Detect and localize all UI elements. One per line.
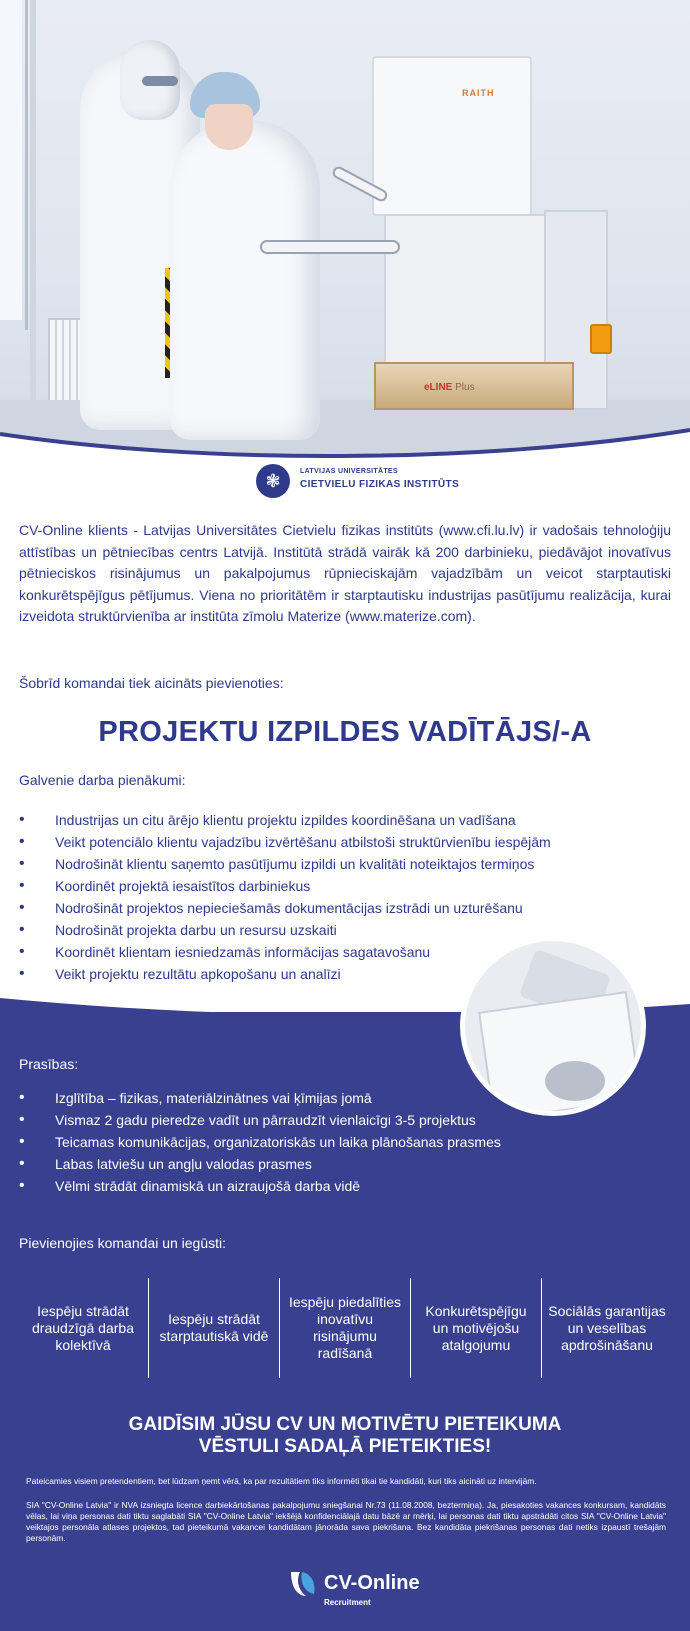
researcher-2 [170,120,320,440]
logo-institute-name: CIETVIELU FIZIKAS INSTITŪTS [300,479,460,490]
photo-detail [545,1061,605,1101]
duties-list [19,809,551,985]
list-item: • Vismaz 2 gadu pieredze vadīt un pārraudzīt vienlaicīgi 3-5 projektus [19,1109,501,1131]
institute-logo [256,462,466,502]
hero-wave-divider [0,424,690,462]
legal-notice: SIA "CV-Online Latvia" ir NVA izsniegta licence darbiekārtošanas pakalpojumu sniegšanai Nr.73 (11.08.2008, beztermiņa). Ja, piesakoties vakances konkursam, kandidāts vēlas, lai viņa personas dati tiktu saglabāti SIA "CV-Online Latvia" iekšējā konfidenciālajā datu bāzē ar mērķi, lai personas dati tiktu apstrādāti citos SIA "CV-Online Latvia" veiktajos personāla atlases projektos, tad pieteikumā vakancei kandidātam jānorāda sava piekrišana. Bez kandidāta piekrišanas personas dati netiks izpaustī trešajām personām. [26,1500,666,1543]
benefit-item: Konkurētspējīgu un motivējošu atalgojumu [425,1302,527,1353]
wall-panel [30,0,36,430]
hero-photo [0,0,690,462]
thanks-note: Pateicamies visiem pretendentiem, bet lūdzam ņemt vērā, ka par rezultātiem tiks informēti tikai tie kandidāti, kuri tiks aicināti uz intervijām. [26,1476,537,1486]
logo-university-name: LATVIJAS UNIVERSITĀTES [300,468,398,475]
intro-paragraph: CV-Online klients - Latvijas Universitātes Cietvielu fizikas institūts (www.cfi.lu.lv) ir vadošais tehnoloģiju attīstības un pētniecības centrs Latvijā. Institūtā strādā vairāk kā 200 darbinieku, piedāvājot inovatīvus pētnieciskos risinājumus un pakalpojumus rūpnieciskajām vajadzībām un veicot starptautiski konkurētspējīgus pētījumus. Viena no prioritātēm ir starptautisku industrijas pasūtījumu realizācija, kurai izveidota struktūrvienība ar institūta zīmolu Materize (www.materize.com). [19,522,671,624]
cv-online-name: CV-Online [324,1572,420,1594]
cv-online-mark-icon [288,1568,318,1598]
researcher-2-face [205,104,253,150]
benefit-item: Iespēju piedalīties inovatīvu risinājumu radīšanā [288,1294,402,1361]
list-item: • Veikt projektu rezultātu apkopošanu un analīzi [19,963,551,985]
duties-heading: Galvenie darba pienākumi: [19,772,186,788]
cv-online-logo [288,1568,428,1614]
benefit-item: Sociālās garantijas un veselības apdrošināšanu [548,1302,666,1353]
call-to-action [0,1414,690,1458]
list-item: • Industrijas un citu ārējo klientu projektu izpildes koordinēšana un vadīšana [19,809,551,831]
list-item: • Veikt potenciālo klientu vajadzību izvērtēšanu atbilstoši struktūrvienību iespējām [19,831,551,853]
list-item: • Nodrošināt projektos nepieciešamās dokumentācijas izstrādi un uzturēšanu [19,897,551,919]
list-item: • Koordinēt klientam iesniedzamās informācijas sagatavošanu [19,941,551,963]
emergency-button [590,324,612,354]
benefit-item: Iespēju strādāt starptautiskā vidē [159,1311,269,1344]
benefits-row [18,1278,672,1378]
cta-line: GAIDĪSIM JŪSU CV UN MOTIVĒTU PIETEIKUMA [128,1414,562,1435]
list-item: • Nodrošināt projekta darbu un resursu uzskaiti [19,919,551,941]
lithography-machine-top [372,56,532,216]
cv-online-tagline: Recruitment [324,1598,371,1607]
requirements-heading: Prasības: [19,1056,79,1072]
window-frame [0,0,28,330]
list-item: • Koordinēt projektā iesaistītos darbiniekus [19,875,551,897]
invite-text: Šobrīd komandai tiek aicināts pievienoties: [19,675,284,691]
list-item: • Vēlmi strādāt dinamiskā un aizraujošā darba vidē [19,1175,501,1197]
machine-arm [260,240,400,254]
researcher-1-glasses [142,76,178,86]
job-title: PROJEKTU IZPILDES VADĪTĀJS/-A [98,716,592,748]
list-item: • Labas latviešu un angļu valodas prasmes [19,1153,501,1175]
institute-emblem-icon: ❃ [256,464,290,498]
machine-model-label: eLINE Plus [424,382,475,393]
requirements-list [19,1087,501,1197]
list-item: • Teicamas komunikācijas, organizatoriskās un laika plānošanas prasmes [19,1131,501,1153]
benefits-heading: Pievienojies komandai un iegūsti: [19,1235,227,1251]
list-item: • Nodrošināt klientu saņemto pasūtījumu izpildi un kvalitāti noteiktajos termiņos [19,853,551,875]
machine-brand-label: RAITH [462,88,495,98]
cta-line: VĒSTULI SADAĻĀ PIETEIKTIES! [198,1436,492,1457]
benefit-item: Iespēju strādāt draudzīgā darba kolektīvā [32,1302,134,1353]
list-item: • Izglītība – fizikas, materiālzinātnes vai ķīmijas jomā [19,1087,501,1109]
